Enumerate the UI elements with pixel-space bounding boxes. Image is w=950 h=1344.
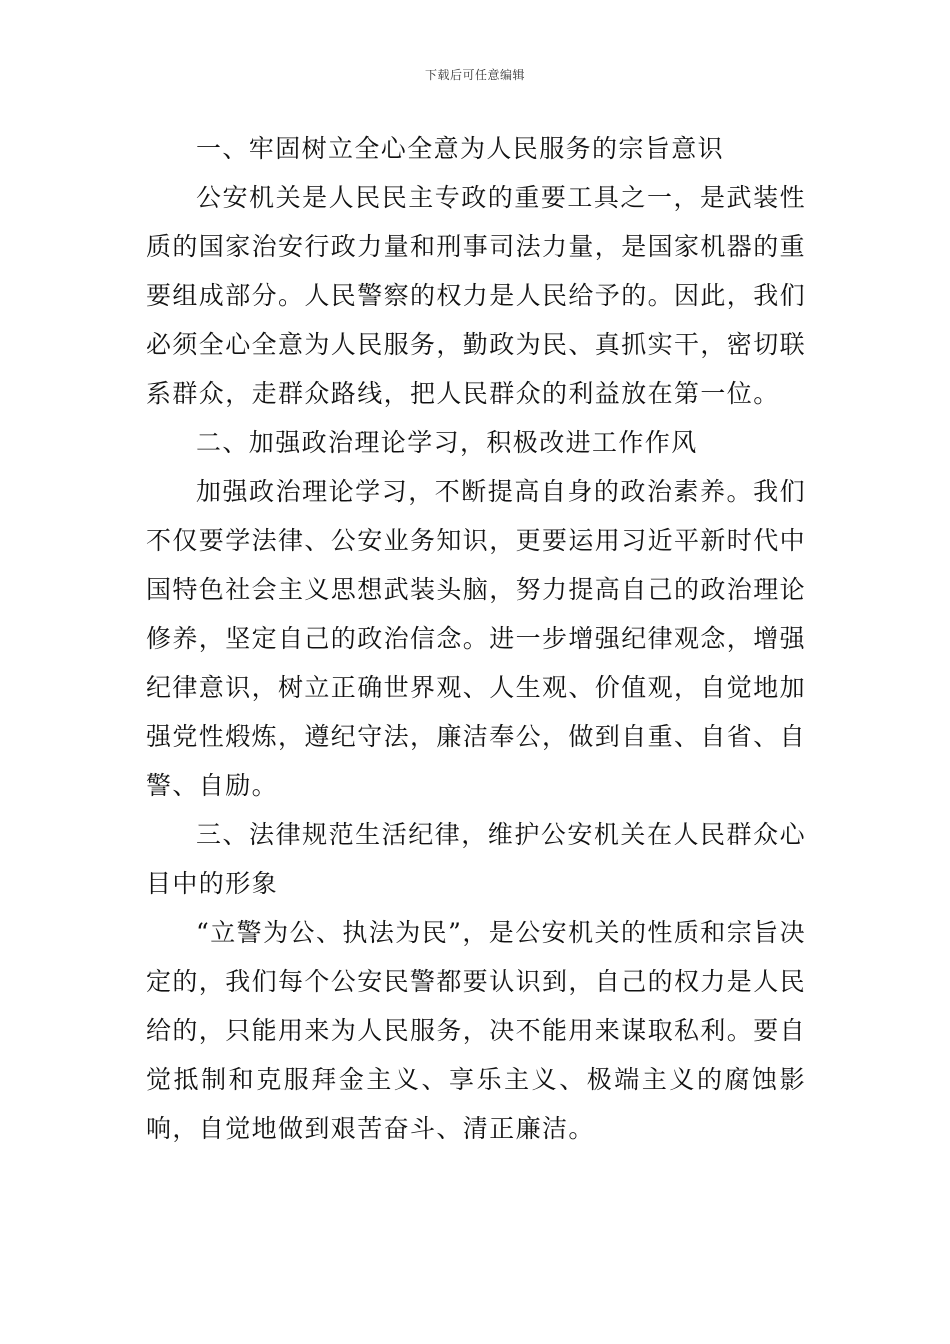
section-1-paragraph: 公安机关是人民民主专政的重要工具之一，是武装性质的国家治安行政力量和刑事司法力量，是国家机器的重要组成部分。人民警察的权力是人民给予的。因此，我们必须全心全意为人民服务，勤政为民、真抓实干，密切联系群众，走群众路线，把人民群众的利益放在第一位。 <box>146 183 807 408</box>
section-3-heading: 三、法律规范生活纪律，维护公安机关在人民群众心目中的形象 <box>146 820 806 898</box>
section-1-heading: 一、牢固树立全心全意为人民服务的宗旨意识 <box>196 134 725 163</box>
header-note: 下载后可任意编辑 <box>424 68 525 82</box>
section-2-heading: 二、加强政治理论学习，积极改进工作作风 <box>196 428 698 457</box>
document-body <box>146 124 806 1153</box>
section-3-paragraph: “立警为公、执法为民”，是公安机关的性质和宗旨决定的，我们每个公安民警都要认识到，自己的权力是人民给的，只能用来为人民服务，决不能用来谋取私利。要自觉抵制和克服拜金主义、享乐主义、极端主义的腐蚀影响，自觉地做到艰苦奋斗、清正廉洁。 <box>146 918 807 1143</box>
section-2-paragraph: 加强政治理论学习，不断提高自身的政治素养。我们不仅要学法律、公安业务知识，更要运用习近平新时代中国特色社会主义思想武装头脑，努力提高自己的政治理论修养，坚定自己的政治信念。进一步增强纪律观念，增强纪律意识，树立正确世界观、人生观、价值观，自觉地加强党性煅炼，遵纪守法，廉洁奉公，做到自重、自省、自警、自励。 <box>146 477 807 800</box>
